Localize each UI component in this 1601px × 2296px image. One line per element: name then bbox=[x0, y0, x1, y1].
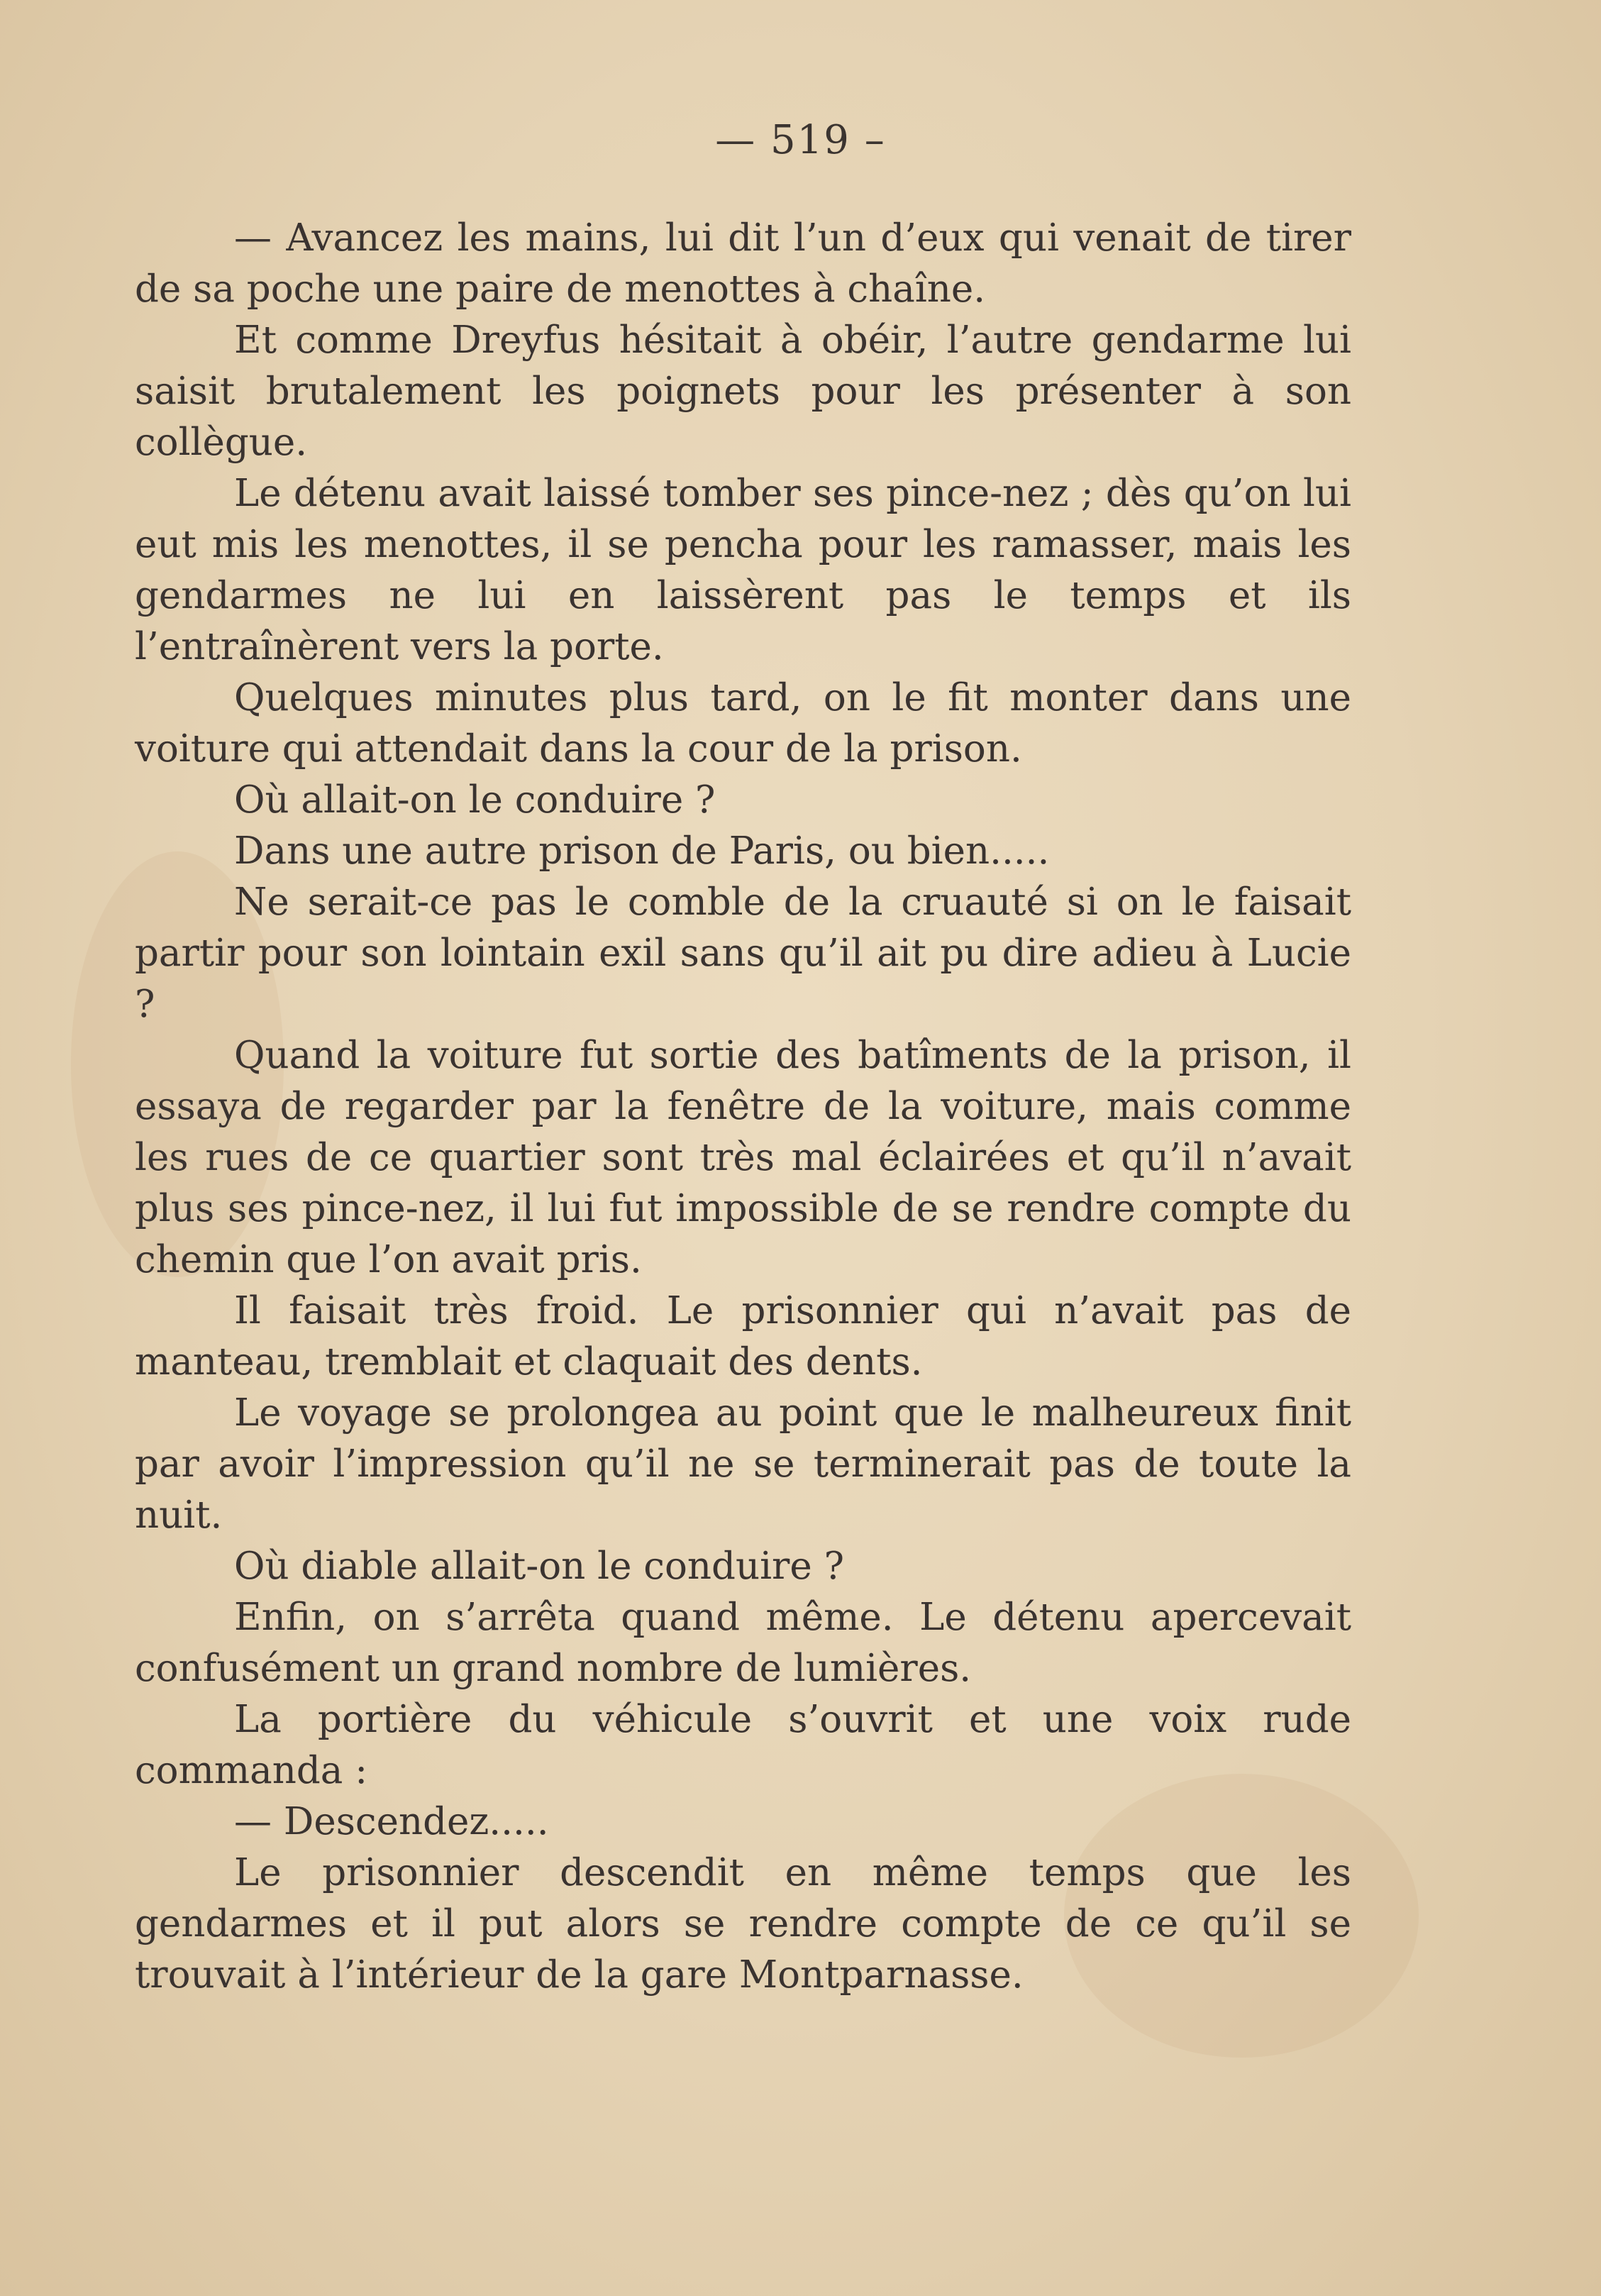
paragraph: Le voyage se prolongea au point que le malheureux finit par avoir l’impression qu’il ne se terminerait pas de toute la nuit. bbox=[135, 1391, 1351, 1537]
paragraph: Le détenu avait laissé tomber ses pince-nez ; dès qu’on lui eut mis les menottes, il se pencha pour les ramasser, mais les gendarmes ne lui en laissèrent pas le temps et ils l’entraînèrent vers la porte. bbox=[135, 472, 1351, 668]
paragraph: Quelques minutes plus tard, on le fit monter dans une voiture qui attendait dans la cour de la prison. bbox=[135, 676, 1351, 771]
paragraph: Quand la voiture fut sortie des batîments de la prison, il essaya de regarder par la fenêtre de la voiture, mais comme les rues de ce quartier sont très mal éclairées et qu’il n’avait plus ses pince-nez, il lui fut impossible de se rendre compte du chemin que l’on avait pris. bbox=[135, 1034, 1351, 1281]
paragraph: Le prisonnier descendit en même temps que les gendarmes et il put alors se rendre compte de ce qu’il se trouvait à l’intérieur de la gare Montparnasse. bbox=[135, 1851, 1351, 1997]
paragraph: Dans une autre prison de Paris, ou bien..... bbox=[234, 829, 1050, 873]
paragraph: Où allait-on le conduire ? bbox=[234, 778, 716, 822]
paragraph: — Descendez..... bbox=[234, 1800, 549, 1843]
body-text bbox=[135, 213, 1351, 2001]
paragraph: Enfin, on s’arrêta quand même. Le détenu apercevait confusément un grand nombre de lumières. bbox=[135, 1596, 1351, 1690]
page-number: — 519 – bbox=[715, 117, 886, 163]
paragraph: Où diable allait-on le conduire ? bbox=[234, 1545, 845, 1588]
paragraph: Ne serait-ce pas le comble de la cruauté si on le faisait partir pour son lointain exil sans qu’il ait pu dire adieu à Lucie ? bbox=[135, 881, 1351, 1026]
paragraph: Il faisait très froid. Le prisonnier qui n’avait pas de manteau, tremblait et claquait des dents. bbox=[135, 1289, 1351, 1384]
paragraph: — Avancez les mains, lui dit l’un d’eux qui venait de tirer de sa poche une paire de menottes à chaîne. bbox=[135, 216, 1351, 311]
paragraph: Et comme Dreyfus hésitait à obéir, l’autre gendarme lui saisit brutalement les poignets pour les présenter à son collègue. bbox=[135, 319, 1351, 464]
paragraph: La portière du véhicule s’ouvrit et une voix rude commanda : bbox=[135, 1698, 1351, 1792]
